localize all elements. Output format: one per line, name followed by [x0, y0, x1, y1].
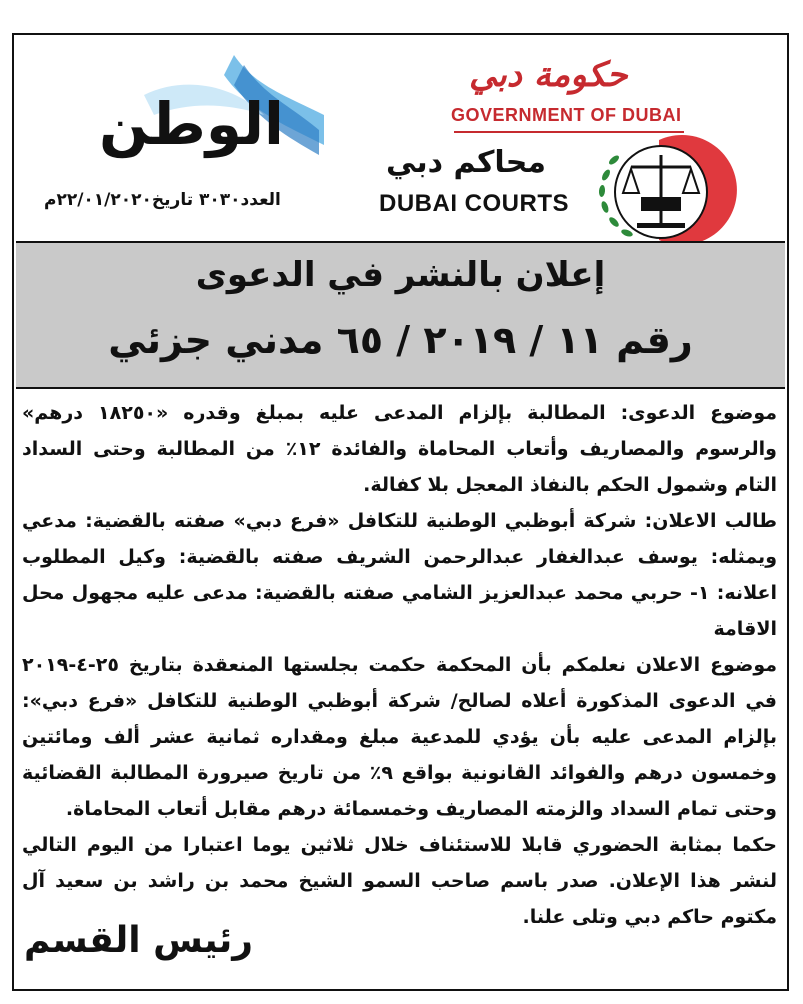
paragraph-appeal: حكما بمثابة الحضوري قابلا للاستئناف خلال ثلاثين يوما اعتبارا من اليوم التالي لنشر هذا الإعلان. صدر باسم صاحب السمو الشيخ محمد بن راشد بن سعيد آل مكتوم حاكم دبي وتلى علنا. [22, 834, 777, 928]
courts-name-ar: محاكم دبي [386, 145, 546, 180]
government-name-ar: حكومة دبي [469, 55, 628, 95]
signature: رئيس القسم [24, 920, 253, 961]
notice-frame [12, 33, 789, 991]
issue-line: العدد٣٠٣٠ تاريخ٢٢/٠١/٢٠٢٠م [44, 190, 281, 210]
header [14, 35, 787, 240]
paragraph-subject: موضوع الدعوى: المطالبة بإلزام المدعى عليه بمبلغ وقدره «١٨٢٥٠ درهم» والرسوم والمصاريف وأتعاب المحاماة والفائدة ١٢٪ من المطالبة وحتى السداد التام وشمول الحكم بالنفاذ المعجل بلا كفالة. [22, 402, 778, 496]
paragraph-parties: طالب الاعلان: شركة أبوظبي الوطنية للتكافل «فرع دبي» صفته بالقضية: مدعي ويمثله: يوسف عبدالغفار عبدالرحمن الشريف صفته بالقضية: وكيل المطلوب اعلانه: ١- حربي محمد عبدالعزيز الشامي صفته بالقضية: مدعى عليه مجهول محل الاقامة [22, 510, 777, 640]
divider [454, 131, 684, 133]
dubai-courts-emblem-icon [589, 135, 764, 245]
paragraph-judgment: موضوع الاعلان نعلمكم بأن المحكمة حكمت بجلستها المنعقدة بتاريخ ٢٥-٤-٢٠١٩ في الدعوى المذكورة أعلاه لصالح/ شركة أبوظبي الوطنية للتكافل «فرع دبي»: بإلزام المدعى عليه بأن يؤدي للمدعية مبلغ ومقداره ثمانية عشر ألف ومائتين وخمسون درهم والفوائد القانونية بواقع ٩٪ من تاريخ صيرورة المطالبة القضائية وحتى تمام السداد والزمته المصاريف وخمسمائة درهم مقابل أتعاب المحاماة. [22, 654, 777, 820]
title-band [16, 241, 785, 389]
courts-name-en: DUBAI COURTS [379, 190, 569, 217]
government-name-en: GOVERNMENT OF DUBAI [451, 105, 682, 125]
notice-title: إعلان بالنشر في الدعوى [195, 255, 606, 295]
case-number: رقم ١١ / ٢٠١٩ / ٦٥ مدني جزئي [108, 318, 693, 362]
newspaper-name: الوطن [99, 90, 284, 158]
notice-body [22, 395, 777, 935]
